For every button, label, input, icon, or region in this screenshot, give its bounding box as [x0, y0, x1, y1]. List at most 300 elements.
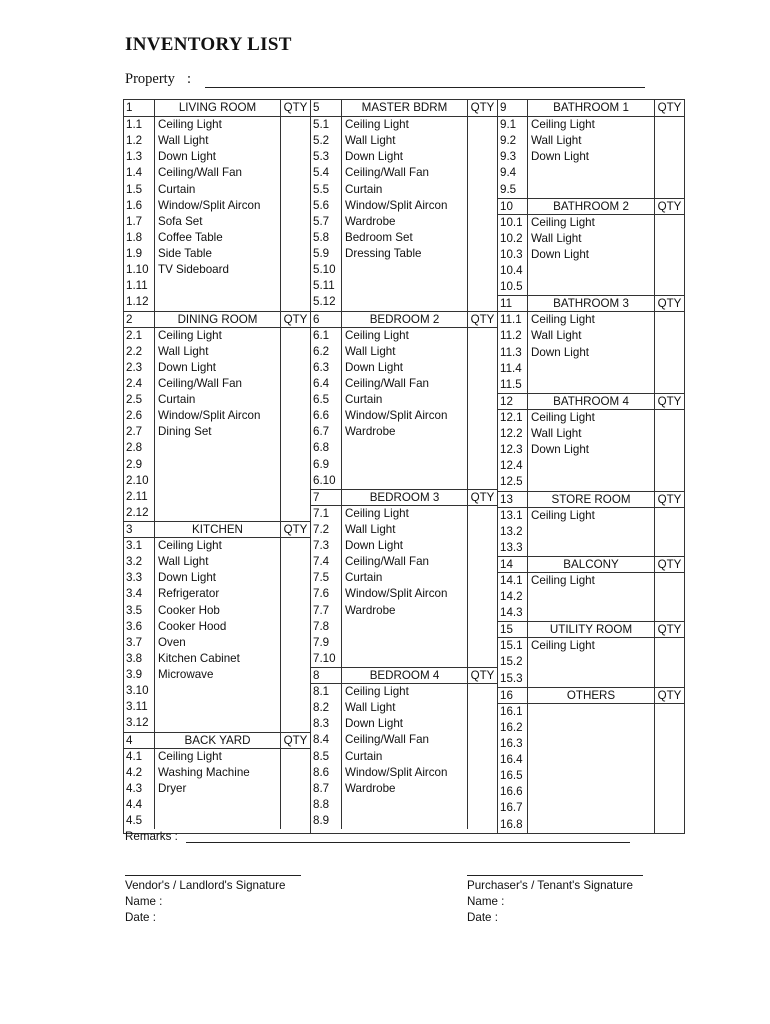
section-title: DINING ROOM: [154, 312, 280, 327]
qty-cell[interactable]: [654, 458, 684, 474]
qty-header: QTY: [467, 668, 497, 683]
remarks-input-line[interactable]: [186, 830, 630, 843]
qty-cell[interactable]: [654, 312, 684, 328]
item-name: Wardrobe: [341, 603, 467, 619]
table-row: [124, 344, 310, 360]
page-title: INVENTORY LIST: [125, 34, 292, 55]
table-row: [498, 410, 684, 426]
qty-cell[interactable]: [280, 797, 310, 813]
table-row: [498, 474, 684, 490]
qty-cell[interactable]: [280, 749, 310, 765]
qty-cell[interactable]: [654, 474, 684, 490]
item-number: 14.2: [500, 590, 523, 603]
qty-header: QTY: [654, 296, 684, 311]
qty-cell[interactable]: [654, 508, 684, 524]
item-name: [154, 699, 280, 715]
section-title: OTHERS: [527, 688, 654, 703]
qty-cell[interactable]: [467, 392, 497, 408]
item-number: 7.10: [313, 651, 336, 665]
qty-header: QTY: [280, 312, 310, 327]
qty-cell[interactable]: [467, 684, 497, 700]
section-header: [311, 100, 497, 117]
qty-cell[interactable]: [467, 635, 497, 651]
qty-cell[interactable]: [654, 671, 684, 687]
item-number: 5.10: [313, 263, 336, 277]
item-name: Wall Light: [341, 700, 467, 716]
section-title: BALCONY: [527, 557, 654, 572]
qty-cell[interactable]: [280, 538, 310, 554]
qty-cell[interactable]: [467, 570, 497, 586]
item-name: Dressing Table: [341, 246, 467, 262]
table-row: [124, 133, 310, 149]
item-number: 4.4: [126, 797, 143, 811]
qty-cell[interactable]: [654, 638, 684, 654]
inventory-table: [123, 99, 685, 834]
item-name: Down Light: [527, 247, 654, 263]
qty-cell[interactable]: [280, 246, 310, 262]
item-name: Ceiling/Wall Fan: [154, 165, 280, 181]
table-row: [124, 392, 310, 408]
qty-cell[interactable]: [280, 603, 310, 619]
table-row: [124, 262, 310, 278]
qty-cell[interactable]: [280, 230, 310, 246]
item-name: Down Light: [341, 716, 467, 732]
qty-cell[interactable]: [280, 133, 310, 149]
qty-cell[interactable]: [280, 328, 310, 344]
qty-cell[interactable]: [467, 408, 497, 424]
item-name: [527, 784, 654, 800]
section-number: 4: [126, 733, 133, 747]
table-row: [124, 149, 310, 165]
section-number: 13: [500, 492, 513, 506]
item-name: [154, 715, 280, 731]
qty-cell[interactable]: [280, 813, 310, 829]
item-name: [154, 440, 280, 456]
section-title: MASTER BDRM: [341, 100, 467, 116]
table-row: [124, 246, 310, 262]
table-row: [124, 538, 310, 554]
qty-cell[interactable]: [467, 554, 497, 570]
item-name: Window/Split Aircon: [154, 198, 280, 214]
qty-cell[interactable]: [654, 768, 684, 784]
item-number: 6.9: [313, 457, 330, 471]
qty-cell[interactable]: [654, 165, 684, 181]
qty-header: QTY: [654, 557, 684, 572]
qty-cell[interactable]: [654, 263, 684, 279]
vendor-signature-line[interactable]: [125, 866, 301, 876]
qty-cell[interactable]: [280, 683, 310, 699]
qty-cell[interactable]: [280, 554, 310, 570]
section-title: BACK YARD: [154, 733, 280, 748]
item-number: 12.5: [500, 475, 523, 489]
item-name: [341, 473, 467, 489]
qty-cell[interactable]: [654, 231, 684, 247]
item-number: 2.1: [126, 328, 143, 342]
item-number: 14.1: [500, 573, 523, 587]
qty-cell[interactable]: [654, 215, 684, 231]
qty-cell[interactable]: [654, 720, 684, 736]
table-row: [311, 149, 497, 165]
qty-cell[interactable]: [467, 716, 497, 732]
qty-cell[interactable]: [467, 797, 497, 813]
qty-cell[interactable]: [280, 586, 310, 602]
section-number: 6: [313, 312, 320, 326]
item-name: Ceiling Light: [154, 538, 280, 554]
table-row: [311, 230, 497, 246]
item-number: 16.3: [500, 736, 523, 750]
qty-cell[interactable]: [467, 198, 497, 214]
table-row: [311, 473, 497, 489]
item-number: 7.3: [313, 539, 330, 552]
qty-cell[interactable]: [280, 457, 310, 473]
qty-cell[interactable]: [280, 214, 310, 230]
table-row: [311, 376, 497, 392]
qty-cell[interactable]: [654, 589, 684, 605]
item-number: 8.7: [313, 781, 330, 795]
item-number: 13.1: [500, 508, 523, 522]
table-row: [124, 570, 310, 586]
qty-cell[interactable]: [280, 619, 310, 635]
item-name: [527, 279, 654, 295]
qty-cell[interactable]: [654, 426, 684, 442]
table-row: [498, 361, 684, 377]
qty-cell[interactable]: [467, 603, 497, 619]
table-row: [498, 165, 684, 181]
item-name: [154, 294, 280, 310]
item-number: 9.1: [500, 118, 517, 131]
qty-cell[interactable]: [280, 117, 310, 133]
section-number: 1: [126, 101, 133, 114]
item-number: 1.10: [126, 263, 149, 277]
item-name: [527, 377, 654, 393]
table-row: [124, 278, 310, 294]
table-row: [311, 198, 497, 214]
item-number: 7.1: [313, 506, 330, 520]
section-header: [498, 295, 684, 312]
qty-cell[interactable]: [280, 781, 310, 797]
qty-cell[interactable]: [280, 715, 310, 731]
item-number: 6.6: [313, 409, 330, 423]
item-number: 2.9: [126, 457, 143, 471]
item-name: Oven: [154, 635, 280, 651]
qty-cell[interactable]: [467, 506, 497, 522]
table-row: [124, 473, 310, 489]
item-number: 11.3: [500, 345, 522, 359]
item-name: Window/Split Aircon: [341, 408, 467, 424]
qty-cell[interactable]: [280, 182, 310, 198]
table-row: [498, 247, 684, 263]
qty-cell[interactable]: [280, 408, 310, 424]
item-number: 8.2: [313, 701, 330, 715]
qty-cell[interactable]: [654, 328, 684, 344]
item-name: [154, 797, 280, 813]
qty-cell[interactable]: [654, 377, 684, 393]
table-row: [311, 732, 497, 748]
section-number: 5: [313, 101, 320, 114]
qty-cell[interactable]: [467, 781, 497, 797]
qty-cell[interactable]: [467, 246, 497, 262]
qty-cell[interactable]: [467, 360, 497, 376]
table-row: [311, 440, 497, 456]
qty-cell[interactable]: [467, 214, 497, 230]
qty-cell[interactable]: [654, 540, 684, 556]
qty-cell[interactable]: [280, 765, 310, 781]
qty-cell[interactable]: [467, 700, 497, 716]
vendor-signature-block: [125, 866, 305, 927]
qty-cell[interactable]: [654, 654, 684, 670]
qty-cell[interactable]: [280, 344, 310, 360]
table-row: [311, 781, 497, 797]
purchaser-signature-block: [467, 866, 647, 927]
qty-cell[interactable]: [467, 619, 497, 635]
item-number: 6.4: [313, 376, 330, 390]
item-number: 4.5: [126, 814, 143, 827]
item-name: Ceiling Light: [154, 328, 280, 344]
qty-cell[interactable]: [280, 489, 310, 505]
qty-cell[interactable]: [280, 570, 310, 586]
item-name: [527, 736, 654, 752]
qty-cell[interactable]: [280, 667, 310, 683]
section-header: [311, 311, 497, 328]
qty-cell[interactable]: [467, 117, 497, 133]
qty-cell[interactable]: [467, 440, 497, 456]
item-name: [341, 797, 467, 813]
qty-cell[interactable]: [280, 424, 310, 440]
qty-cell[interactable]: [467, 344, 497, 360]
item-number: 3.8: [126, 651, 143, 665]
qty-cell[interactable]: [280, 505, 310, 521]
property-field: [125, 71, 645, 88]
item-name: Wall Light: [527, 426, 654, 442]
item-number: 1.9: [126, 247, 143, 260]
qty-cell[interactable]: [467, 149, 497, 165]
table-row: [311, 684, 497, 700]
inventory-column-3: [498, 100, 684, 833]
table-row: [124, 214, 310, 230]
table-row: [498, 524, 684, 540]
item-number: 3.5: [126, 603, 143, 617]
item-number: 3.11: [126, 700, 148, 714]
item-name: Ceiling Light: [527, 312, 654, 328]
item-name: [341, 262, 467, 278]
item-name: Dining Set: [154, 424, 280, 440]
qty-cell[interactable]: [467, 424, 497, 440]
remarks-label: Remarks :: [125, 830, 178, 843]
item-number: 5.6: [313, 198, 330, 212]
item-name: Ceiling/Wall Fan: [154, 376, 280, 392]
table-row: [311, 182, 497, 198]
table-row: [311, 408, 497, 424]
table-row: [498, 654, 684, 670]
item-number: 8.6: [313, 765, 330, 779]
qty-cell[interactable]: [280, 198, 310, 214]
item-number: 16.5: [500, 769, 523, 783]
qty-header: QTY: [280, 100, 310, 116]
qty-cell[interactable]: [467, 586, 497, 602]
qty-cell[interactable]: [654, 117, 684, 133]
item-name: Ceiling Light: [527, 573, 654, 589]
item-name: TV Sideboard: [154, 262, 280, 278]
qty-cell[interactable]: [654, 279, 684, 295]
table-row: [124, 797, 310, 813]
item-number: 10.3: [500, 247, 523, 261]
item-number: 3.2: [126, 555, 143, 569]
qty-cell[interactable]: [654, 573, 684, 589]
qty-cell[interactable]: [280, 294, 310, 310]
qty-cell[interactable]: [467, 328, 497, 344]
qty-cell[interactable]: [654, 736, 684, 752]
item-name: Curtain: [341, 182, 467, 198]
item-name: Wall Light: [527, 328, 654, 344]
qty-cell[interactable]: [280, 635, 310, 651]
item-number: 5.7: [313, 214, 330, 228]
item-number: 3.1: [126, 539, 143, 552]
vendor-signature-title: Vendor's / Landlord's Signature: [125, 879, 286, 892]
item-name: Curtain: [341, 392, 467, 408]
table-row: [124, 505, 310, 521]
item-name: [527, 671, 654, 687]
table-row: [498, 149, 684, 165]
table-row: [498, 720, 684, 736]
item-name: Curtain: [341, 749, 467, 765]
item-number: 2.5: [126, 393, 143, 406]
item-name: Ceiling Light: [527, 117, 654, 133]
qty-cell[interactable]: [654, 817, 684, 833]
qty-cell[interactable]: [654, 247, 684, 263]
qty-cell[interactable]: [280, 149, 310, 165]
qty-cell[interactable]: [280, 473, 310, 489]
qty-cell[interactable]: [654, 133, 684, 149]
qty-cell[interactable]: [654, 361, 684, 377]
item-name: Cooker Hood: [154, 619, 280, 635]
item-number: 11.2: [500, 329, 522, 343]
item-name: Cooker Hob: [154, 603, 280, 619]
table-row: [311, 344, 497, 360]
qty-cell[interactable]: [467, 522, 497, 538]
table-row: [124, 699, 310, 715]
qty-cell[interactable]: [280, 360, 310, 376]
item-number: 8.1: [313, 685, 330, 698]
item-name: [154, 505, 280, 521]
item-name: [527, 458, 654, 474]
qty-cell[interactable]: [280, 262, 310, 278]
qty-cell[interactable]: [467, 262, 497, 278]
table-row: [498, 279, 684, 295]
qty-cell[interactable]: [654, 524, 684, 540]
qty-cell[interactable]: [654, 442, 684, 458]
item-name: Wardrobe: [341, 424, 467, 440]
item-number: 3.12: [126, 716, 149, 730]
qty-cell[interactable]: [280, 165, 310, 181]
item-number: 4.1: [126, 749, 143, 763]
qty-cell[interactable]: [280, 440, 310, 456]
qty-cell[interactable]: [467, 732, 497, 748]
qty-cell[interactable]: [467, 294, 497, 310]
item-name: Wall Light: [154, 554, 280, 570]
item-number: 3.4: [126, 587, 143, 601]
item-number: 1.11: [126, 279, 148, 293]
item-number: 8.5: [313, 749, 330, 763]
item-name: [527, 165, 654, 181]
item-number: 1.4: [126, 166, 143, 180]
table-row: [311, 554, 497, 570]
qty-cell[interactable]: [467, 749, 497, 765]
item-name: Window/Split Aircon: [154, 408, 280, 424]
qty-cell[interactable]: [467, 165, 497, 181]
property-colon: :: [186, 71, 191, 87]
qty-cell[interactable]: [467, 813, 497, 829]
item-name: Ceiling/Wall Fan: [341, 554, 467, 570]
qty-cell[interactable]: [654, 784, 684, 800]
table-row: [124, 182, 310, 198]
section-header: [311, 667, 497, 684]
table-row: [311, 522, 497, 538]
qty-cell[interactable]: [654, 182, 684, 198]
item-name: [527, 474, 654, 490]
item-name: Ceiling/Wall Fan: [341, 165, 467, 181]
qty-cell[interactable]: [280, 376, 310, 392]
qty-cell[interactable]: [654, 800, 684, 816]
qty-cell[interactable]: [467, 376, 497, 392]
qty-cell[interactable]: [654, 752, 684, 768]
qty-cell[interactable]: [654, 410, 684, 426]
qty-cell[interactable]: [654, 704, 684, 720]
qty-header: QTY: [654, 394, 684, 409]
item-number: 1.1: [126, 118, 143, 131]
table-row: [311, 392, 497, 408]
item-number: 2.4: [126, 376, 143, 390]
item-name: [527, 605, 654, 621]
qty-cell[interactable]: [467, 133, 497, 149]
table-row: [311, 716, 497, 732]
qty-cell[interactable]: [280, 699, 310, 715]
qty-cell[interactable]: [467, 230, 497, 246]
qty-cell[interactable]: [467, 473, 497, 489]
item-name: Ceiling Light: [527, 410, 654, 426]
qty-cell[interactable]: [467, 457, 497, 473]
item-name: [341, 651, 467, 667]
purchaser-signature-line[interactable]: [467, 866, 643, 876]
item-number: 7.9: [313, 635, 330, 649]
section-title: BATHROOM 1: [527, 100, 654, 116]
item-number: 1.6: [126, 198, 143, 212]
table-row: [498, 589, 684, 605]
qty-cell[interactable]: [467, 278, 497, 294]
table-row: [124, 489, 310, 505]
qty-cell[interactable]: [654, 149, 684, 165]
section-number: 10: [500, 199, 513, 213]
qty-cell[interactable]: [280, 651, 310, 667]
property-input-line[interactable]: [205, 75, 645, 88]
item-name: [527, 589, 654, 605]
table-row: [498, 671, 684, 687]
qty-cell[interactable]: [467, 538, 497, 554]
qty-cell[interactable]: [654, 605, 684, 621]
table-row: [124, 765, 310, 781]
qty-cell[interactable]: [654, 345, 684, 361]
qty-cell[interactable]: [280, 278, 310, 294]
item-name: [154, 473, 280, 489]
qty-cell[interactable]: [467, 651, 497, 667]
table-row: [124, 554, 310, 570]
qty-cell[interactable]: [467, 182, 497, 198]
section-header: [124, 521, 310, 538]
qty-cell[interactable]: [280, 392, 310, 408]
item-name: Ceiling/Wall Fan: [341, 376, 467, 392]
table-row: [311, 570, 497, 586]
table-row: [124, 813, 310, 829]
qty-cell[interactable]: [467, 765, 497, 781]
